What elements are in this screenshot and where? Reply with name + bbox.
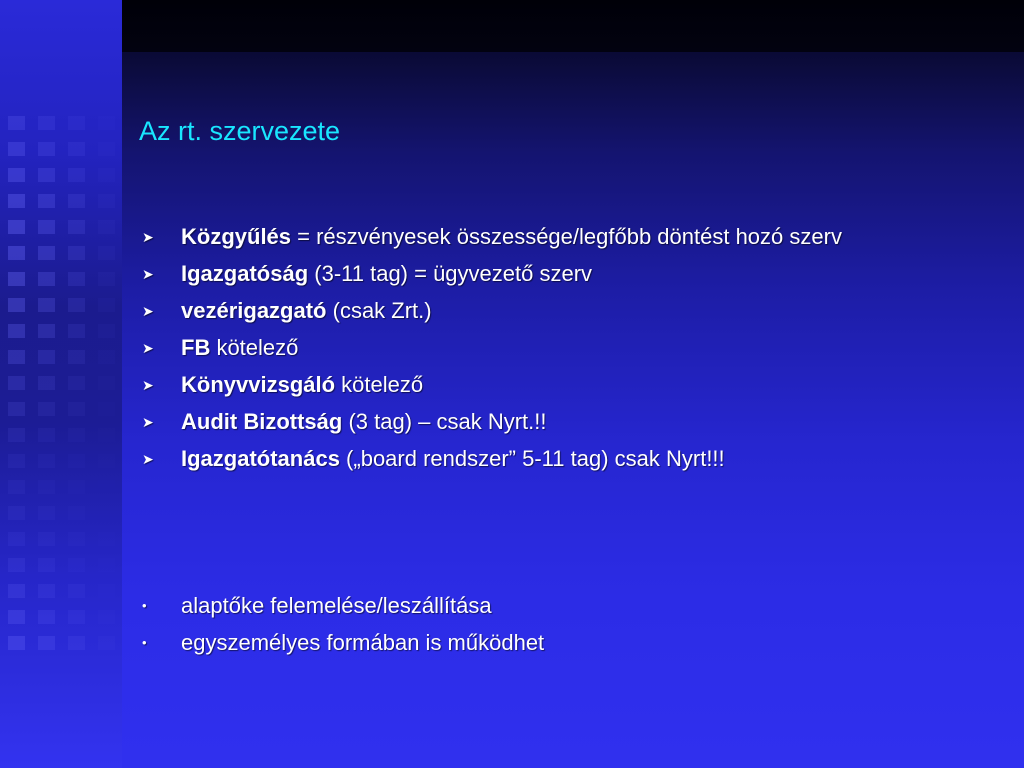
decor-square [38,532,55,546]
decor-square [98,350,115,364]
decor-square [68,532,85,546]
decor-square [38,168,55,182]
arrow-bullet-icon: ➤ [142,266,154,282]
decor-square [68,454,85,468]
decor-square [98,506,115,520]
decor-square [68,272,85,286]
decor-square [38,454,55,468]
decor-square [68,168,85,182]
decor-square [8,402,25,416]
decor-square [8,168,25,182]
decor-square [38,480,55,494]
item-term: Közgyűlés [181,224,292,249]
decor-square [98,194,115,208]
list-item [140,407,990,437]
decor-square [68,480,85,494]
decor-square [98,454,115,468]
decor-square [38,428,55,442]
decor-square [38,298,55,312]
decor-square [8,584,25,598]
list-item [140,370,990,400]
item-desc: (3 tag) – csak Nyrt.!! [342,409,547,434]
decor-square [8,272,25,286]
decor-square [68,298,85,312]
decor-square [98,558,115,572]
decor-square [68,506,85,520]
decor-square [68,350,85,364]
decor-square [68,428,85,442]
left-decor-band [0,0,122,768]
arrow-bullet-icon: ➤ [142,377,154,393]
decor-square [8,220,25,234]
decor-square [8,194,25,208]
decor-square [38,324,55,338]
item-text: alaptőke felemelése/leszállítása [181,593,492,618]
list-item [140,628,990,658]
decor-square [98,298,115,312]
decor-square [98,428,115,442]
decor-square [8,350,25,364]
decor-square [68,376,85,390]
item-desc: (3-11 tag) = ügyvezető szerv [308,261,593,286]
decor-square [38,116,55,130]
decor-square [8,506,25,520]
decor-square [98,246,115,260]
decor-square [98,142,115,156]
decor-square [98,168,115,182]
decor-square [68,194,85,208]
decor-square [68,142,85,156]
decor-square [98,272,115,286]
decor-square [38,142,55,156]
item-term: Igazgatóság [181,261,309,286]
decor-square [38,194,55,208]
decor-square [98,480,115,494]
dot-bullet-icon: • [142,598,147,613]
decor-square [38,584,55,598]
decor-square [38,272,55,286]
arrow-bullet-icon: ➤ [142,414,154,430]
decor-square [8,116,25,130]
decor-square [8,246,25,260]
decor-square [8,454,25,468]
item-desc: = részvényesek összessége/legfőbb döntést hozó szerv [291,224,842,249]
decor-square [98,220,115,234]
decor-square [38,636,55,650]
decor-square [98,402,115,416]
item-desc: kötelező [210,335,299,360]
arrow-bullet-icon: ➤ [142,451,154,467]
decor-square [68,402,85,416]
decor-square [8,428,25,442]
decor-square [8,636,25,650]
decor-square [38,506,55,520]
decor-squares [0,116,122,676]
dot-bullet-icon: • [142,635,147,650]
arrow-bullet-icon: ➤ [142,340,154,356]
item-term: vezérigazgató [181,298,327,323]
decor-square [38,376,55,390]
decor-square [8,610,25,624]
list-item [140,444,990,474]
decor-square [98,116,115,130]
decor-square [8,532,25,546]
decor-square [98,584,115,598]
decor-square [38,610,55,624]
decor-square [98,610,115,624]
list-item [140,333,990,363]
decor-square [98,324,115,338]
decor-square [68,116,85,130]
item-text: egyszemélyes formában is működhet [181,630,545,655]
decor-square [38,350,55,364]
decor-square [8,298,25,312]
list-item [140,296,990,326]
list-item [140,591,990,621]
list-item [140,222,990,252]
item-term: Könyvvizsgáló [181,372,336,397]
decor-square [8,142,25,156]
slide-title: Az rt. szervezete [139,116,341,146]
decor-square [68,610,85,624]
decor-square [68,246,85,260]
decor-square [38,402,55,416]
decor-square [68,636,85,650]
decor-square [8,324,25,338]
top-dark-strip [122,0,1024,52]
item-term: FB [181,335,211,360]
item-desc: kötelező [335,372,424,397]
decor-square [98,376,115,390]
item-desc: („board rendszer” 5-11 tag) csak Nyrt!!! [339,446,725,471]
decor-square [38,246,55,260]
decor-square [8,558,25,572]
decor-square [38,558,55,572]
decor-square [98,532,115,546]
decor-square [8,480,25,494]
decor-square [38,220,55,234]
decor-square [8,376,25,390]
arrow-bullet-icon: ➤ [142,303,154,319]
list-item [140,259,990,289]
decor-square [68,584,85,598]
item-term: Audit Bizottság [181,409,343,434]
decor-square [98,636,115,650]
decor-square [68,558,85,572]
arrow-list [140,222,990,481]
decor-square [68,220,85,234]
item-desc: (csak Zrt.) [326,298,432,323]
dot-list [140,591,990,665]
arrow-bullet-icon: ➤ [142,229,154,245]
decor-square [68,324,85,338]
item-term: Igazgatótanács [181,446,340,471]
